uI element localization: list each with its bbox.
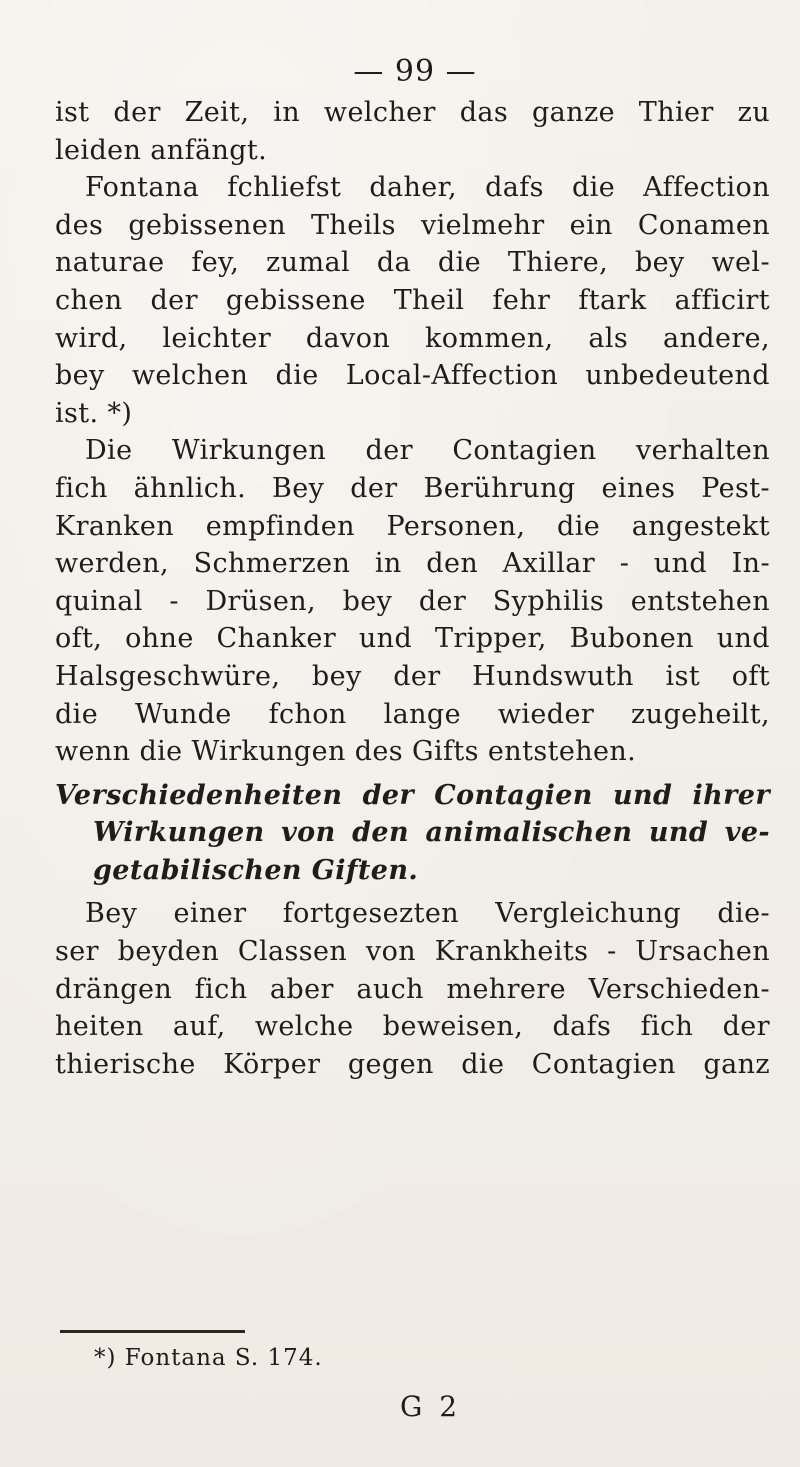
- text-line: die Wunde fchon lange wieder zugeheilt,: [55, 698, 770, 730]
- footnote-divider: [60, 1330, 245, 1333]
- page-number: — 99 —: [353, 54, 477, 89]
- section-heading: [55, 777, 770, 890]
- text-line: Kranken empfinden Personen, die angestekt: [55, 510, 770, 542]
- heading-line: Wirkungen von den animalischen und ve-: [93, 817, 770, 849]
- paragraph: [55, 432, 770, 770]
- text-line: bey welchen die Local-Affection unbedeutend: [55, 360, 770, 392]
- text-line: Fontana fchliefst daher, dafs die Affection: [85, 172, 770, 204]
- text-line: wenn die Wirkungen des Gifts entstehen.: [55, 736, 637, 768]
- heading-line: getabilischen Giften.: [93, 854, 419, 886]
- heading-line: Verschiedenheiten der Contagien und ihrer: [55, 779, 770, 811]
- text-line: Die Wirkungen der Contagien verhalten: [85, 435, 770, 467]
- text-line: thierische Körper gegen die Contagien ganz: [55, 1048, 770, 1080]
- paragraph: [55, 94, 770, 169]
- text-line: naturae fey, zumal da die Thiere, bey wel-: [55, 247, 770, 279]
- body-text: [55, 94, 770, 1083]
- text-line: ist. *): [55, 397, 133, 429]
- text-line: ser beyden Classen von Krankheits - Ursachen: [55, 936, 770, 968]
- paragraph: [55, 895, 770, 1083]
- text-line: chen der gebissene Theil fehr ftark afficirt: [55, 284, 770, 316]
- text-line: oft, ohne Chanker und Tripper, Bubonen und: [55, 623, 770, 655]
- signature-mark: G 2: [400, 1390, 462, 1423]
- footnote: *) Fontana S. 174.: [94, 1345, 323, 1371]
- paragraph: [55, 169, 770, 432]
- text-line: leiden anfängt.: [55, 134, 268, 166]
- text-line: Bey einer fortgesezten Vergleichung die-: [85, 898, 770, 930]
- text-line: ist der Zeit, in welcher das ganze Thier zu: [55, 97, 770, 128]
- text-line: quinal - Drüsen, bey der Syphilis entstehen: [55, 585, 770, 617]
- text-line: Halsgeschwüre, bey der Hundswuth ist oft: [55, 660, 770, 692]
- text-line: fich ähnlich. Bey der Berührung eines Pest-: [55, 472, 770, 504]
- text-line: werden, Schmerzen in den Axillar - und In-: [55, 548, 770, 580]
- text-line: des gebissenen Theils vielmehr ein Conamen: [55, 209, 770, 241]
- text-line: wird, leichter davon kommen, als andere,: [55, 322, 770, 354]
- text-line: heiten auf, welche beweisen, dafs fich der: [55, 1011, 770, 1043]
- text-line: drängen fich aber auch mehrere Verschieden-: [55, 973, 770, 1005]
